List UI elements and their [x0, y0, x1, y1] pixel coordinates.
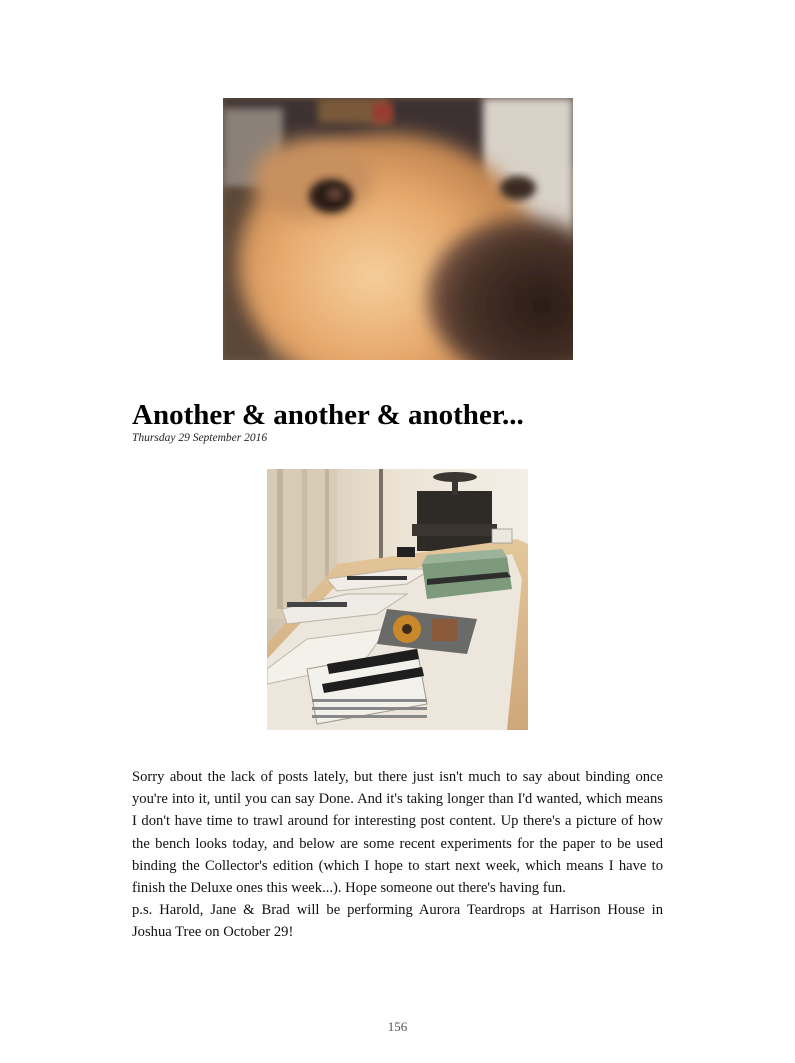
post-body: [132, 766, 663, 944]
post-paragraph-main: Sorry about the lack of posts lately, but there just isn't much to say about binding once you're into it, until you can say Done. And it's taking longer than I'd wanted, which means I don't have time to trawl around for interesting post content. Up there's a picture of how the bench looks today, and below are some recent experiments for the paper to be used binding the Collector's edition (which I hope to start next week, which means I have to finish the Deluxe ones this week...). Hope someone out there's having fun.: [132, 769, 663, 897]
post-title: Another & another & another...: [132, 399, 524, 431]
post-date: Thursday 29 September 2016: [132, 432, 268, 444]
dog-photo: [223, 98, 573, 360]
page-number: 156: [387, 1019, 408, 1034]
bench-photo: [267, 469, 528, 730]
post-paragraph-ps: p.s. Harold, Jane & Brad will be performing Aurora Teardrops at Harrison House in Joshua Tree on October 29!: [132, 902, 663, 941]
